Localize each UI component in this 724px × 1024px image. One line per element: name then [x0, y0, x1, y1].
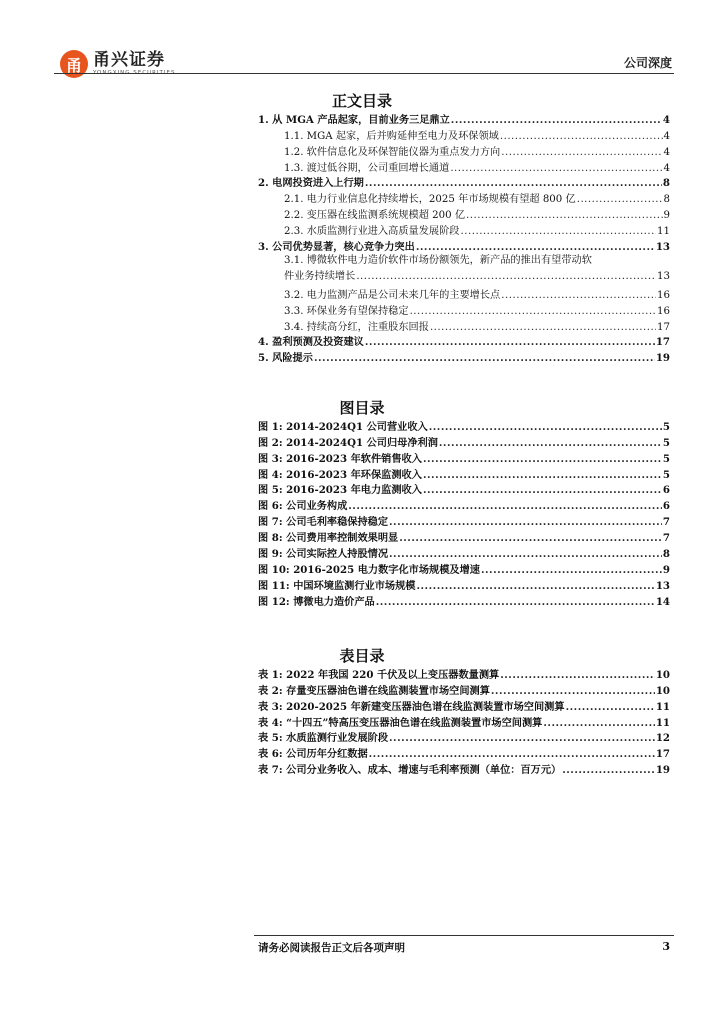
entry-title: 2. 电网投资进入上行期	[258, 177, 364, 190]
entry-page: 9	[663, 210, 670, 222]
dot-leader	[439, 437, 662, 449]
toc-entry[interactable]	[258, 205, 670, 221]
entry-page: 17	[655, 336, 670, 349]
dot-leader	[410, 306, 656, 317]
entry-page: 5	[662, 468, 670, 481]
entry-page: 10	[655, 684, 670, 697]
toc-entry-title: 3.1. 博微软件电力造价软件市场份额领先，新产品的推出有望带动软	[284, 255, 592, 267]
entry-page: 13	[655, 241, 670, 254]
dot-leader	[566, 701, 655, 713]
entry-page: 6	[662, 500, 670, 513]
entry-title: 图 6: 公司业务构成	[258, 500, 348, 513]
figure-entry[interactable]	[258, 496, 670, 512]
toc-entry[interactable]	[258, 126, 670, 142]
entry-title: 表 7: 公司分业务收入、成本、增速与毛利率预测（单位：百万元）	[258, 764, 562, 777]
toc-entry[interactable]	[258, 317, 670, 333]
dot-leader	[466, 210, 662, 221]
dot-leader	[423, 484, 662, 496]
entry-title: 表 4: “十四五”特高压变压器油色谱在线监测装置市场空间测算	[258, 716, 543, 729]
toc-entry[interactable]	[258, 348, 670, 364]
table-entry[interactable]	[258, 760, 670, 776]
figure-list-title: 图目录	[339, 399, 385, 417]
toc-entry[interactable]	[258, 333, 670, 349]
toc-entry[interactable]	[258, 237, 670, 253]
toc-entry[interactable]	[258, 221, 670, 237]
entry-page: 16	[657, 305, 670, 317]
entry-page: 11	[655, 716, 670, 729]
dot-leader	[491, 685, 655, 697]
document-type: 公司深度	[623, 56, 672, 70]
dot-leader	[423, 469, 662, 481]
dot-leader	[461, 226, 657, 237]
entry-page: 17	[655, 748, 670, 761]
entry-title: 图 9: 公司实际控人持股情况	[258, 548, 389, 561]
entry-page: 11	[657, 226, 670, 238]
entry-title: 表 1: 2022 年我国 220 千伏及以上变压器数量测算	[258, 668, 500, 681]
table-entry[interactable]	[258, 681, 670, 697]
dot-leader	[369, 748, 655, 760]
dot-leader	[365, 336, 655, 348]
dot-leader	[389, 732, 655, 744]
entry-page: 5	[662, 420, 670, 433]
entry-page: 10	[655, 668, 670, 681]
figure-entry[interactable]	[258, 512, 670, 528]
dot-leader	[501, 290, 656, 301]
entry-title: 表 3: 2020-2025 年新建变压器油色谱在线监测装置市场空间测算	[258, 700, 565, 713]
entry-title: 图 2: 2014-2024Q1 公司归母净利润	[258, 436, 438, 449]
entry-page: 4	[663, 130, 670, 142]
toc-entry[interactable]	[258, 142, 670, 158]
entry-title: 图 3: 2016-2023 年软件销售收入	[258, 452, 422, 465]
figure-entry[interactable]	[258, 417, 670, 433]
entry-page: 9	[662, 563, 670, 576]
entry-title: 1.2. 软件信息化及环保智能仪器为重点发力方向	[284, 146, 501, 158]
figure-entry[interactable]	[258, 528, 670, 544]
footer-divider	[254, 935, 674, 936]
dot-leader	[399, 532, 662, 544]
table-entry[interactable]	[258, 665, 670, 681]
entry-title: 图 1: 2014-2024Q1 公司营业收入	[258, 420, 428, 433]
page-number: 3	[662, 940, 670, 953]
dot-leader	[500, 131, 663, 142]
dot-leader	[389, 516, 662, 528]
dot-leader	[430, 322, 656, 333]
toc-entry[interactable]	[258, 301, 670, 317]
logo-english: YONGXING SECURITIES	[93, 70, 176, 76]
entry-page: 19	[655, 352, 670, 365]
figure-entry[interactable]	[258, 576, 670, 592]
dot-leader	[481, 564, 662, 576]
toc-entry[interactable]	[258, 253, 670, 285]
entry-title: 1.1. MGA 起家，后并购延伸至电力及环保领域	[284, 130, 499, 142]
toc-entry[interactable]	[258, 158, 670, 174]
dot-leader	[416, 241, 655, 253]
entry-title: 2.3. 水质监测行业进入高质量发展阶段	[284, 226, 460, 238]
entry-title: 2.1. 电力行业信息化持续增长，2025 年市场规模有望超 800 亿	[284, 194, 576, 206]
logo-name: 甬兴证券	[93, 50, 165, 70]
toc-title: 正文目录	[331, 92, 392, 110]
table-entry[interactable]	[258, 729, 670, 745]
table-list	[258, 665, 670, 776]
footer-disclaimer: 请务必阅读报告正文后各项声明	[258, 942, 405, 954]
toc-entry-page: 13	[657, 270, 670, 282]
entry-title: 5. 风险提示	[258, 352, 313, 365]
entry-page: 5	[662, 452, 670, 465]
entry-page: 8	[662, 548, 670, 561]
dot-leader	[501, 147, 662, 158]
dot-leader	[562, 764, 655, 776]
table-entry[interactable]	[258, 697, 670, 713]
figure-entry[interactable]	[258, 465, 670, 481]
entry-page: 4	[663, 146, 670, 158]
dot-leader	[451, 114, 662, 126]
logo-icon: 甬	[60, 50, 88, 78]
entry-title: 图 8: 公司费用率控制效果明显	[258, 532, 399, 545]
table-entry[interactable]	[258, 713, 670, 729]
entry-title: 图 7: 公司毛利率稳保持稳定	[258, 516, 389, 529]
entry-page: 16	[657, 289, 670, 301]
dot-leader	[429, 421, 662, 433]
entry-title: 表 5: 水质监测行业发展阶段	[258, 732, 389, 745]
dot-leader	[543, 717, 654, 729]
toc-entry[interactable]	[258, 110, 670, 126]
entry-title: 4. 盈利预测及投资建议	[258, 336, 364, 349]
figure-entry[interactable]	[258, 449, 670, 465]
dot-leader	[450, 163, 662, 174]
dot-leader	[500, 669, 655, 681]
dot-leader	[577, 194, 663, 205]
entry-page: 8	[662, 177, 670, 190]
entry-title: 表 2: 存量变压器油色谱在线监测装置市场空间测算	[258, 684, 490, 697]
toc-entry[interactable]	[258, 285, 670, 301]
entry-page: 7	[662, 516, 670, 529]
dot-leader	[389, 548, 662, 560]
table-entry[interactable]	[258, 744, 670, 760]
entry-page: 17	[657, 321, 670, 333]
entry-title: 3. 公司优势显著，核心竞争力突出	[258, 241, 415, 254]
entry-title: 1. 从 MGA 产品起家，目前业务三足鼎立	[258, 113, 450, 126]
entry-page: 4	[663, 162, 670, 174]
entry-page: 4	[662, 113, 670, 126]
toc-entry[interactable]	[258, 174, 670, 190]
entry-title: 图 10: 2016-2025 电力数字化市场规模及增速	[258, 563, 480, 576]
entry-page: 7	[662, 532, 670, 545]
toc-list	[258, 110, 670, 364]
dot-leader	[314, 352, 655, 364]
entry-title: 3.2. 电力监测产品是公司未来几年的主要增长点	[284, 289, 501, 301]
entry-title: 图 11: 中国环境监测行业市场规模	[258, 579, 416, 592]
dot-leader	[423, 453, 662, 465]
figure-entry[interactable]	[258, 481, 670, 497]
entry-title: 3.3. 环保业务有望保持稳定	[284, 305, 409, 317]
entry-title: 表 6: 公司历年分红数据	[258, 748, 368, 761]
entry-title: 1.3. 渡过低谷期，公司重回增长通道	[284, 162, 450, 174]
table-list-title: 表目录	[339, 647, 385, 665]
entry-page: 5	[662, 436, 670, 449]
figure-entry[interactable]	[258, 592, 670, 608]
dot-leader	[376, 596, 655, 608]
dot-leader	[356, 269, 656, 285]
dot-leader	[348, 500, 662, 512]
entry-page: 19	[655, 764, 670, 777]
toc-entry[interactable]	[258, 189, 670, 205]
entry-page: 12	[655, 732, 670, 745]
entry-title: 2.2. 变压器在线监测系统规模超 200 亿	[284, 210, 466, 222]
figure-list	[258, 417, 670, 608]
entry-page: 6	[662, 484, 670, 497]
entry-title: 图 12: 博微电力造价产品	[258, 595, 375, 608]
dot-leader	[416, 580, 654, 592]
entry-title: 图 4: 2016-2023 年环保监测收入	[258, 468, 422, 481]
figure-entry[interactable]	[258, 560, 670, 576]
figure-entry[interactable]	[258, 544, 670, 560]
dot-leader	[365, 177, 662, 189]
entry-title: 3.4. 持续高分红，注重股东回报	[284, 321, 429, 333]
header-divider	[54, 73, 674, 74]
figure-entry[interactable]	[258, 433, 670, 449]
entry-page: 11	[655, 700, 670, 713]
toc-entry-title-continued: 件业务持续增长	[284, 270, 356, 282]
entry-page: 14	[655, 595, 670, 608]
entry-page: 8	[663, 194, 670, 206]
entry-page: 13	[655, 579, 670, 592]
entry-title: 图 5: 2016-2023 年电力监测收入	[258, 484, 422, 497]
